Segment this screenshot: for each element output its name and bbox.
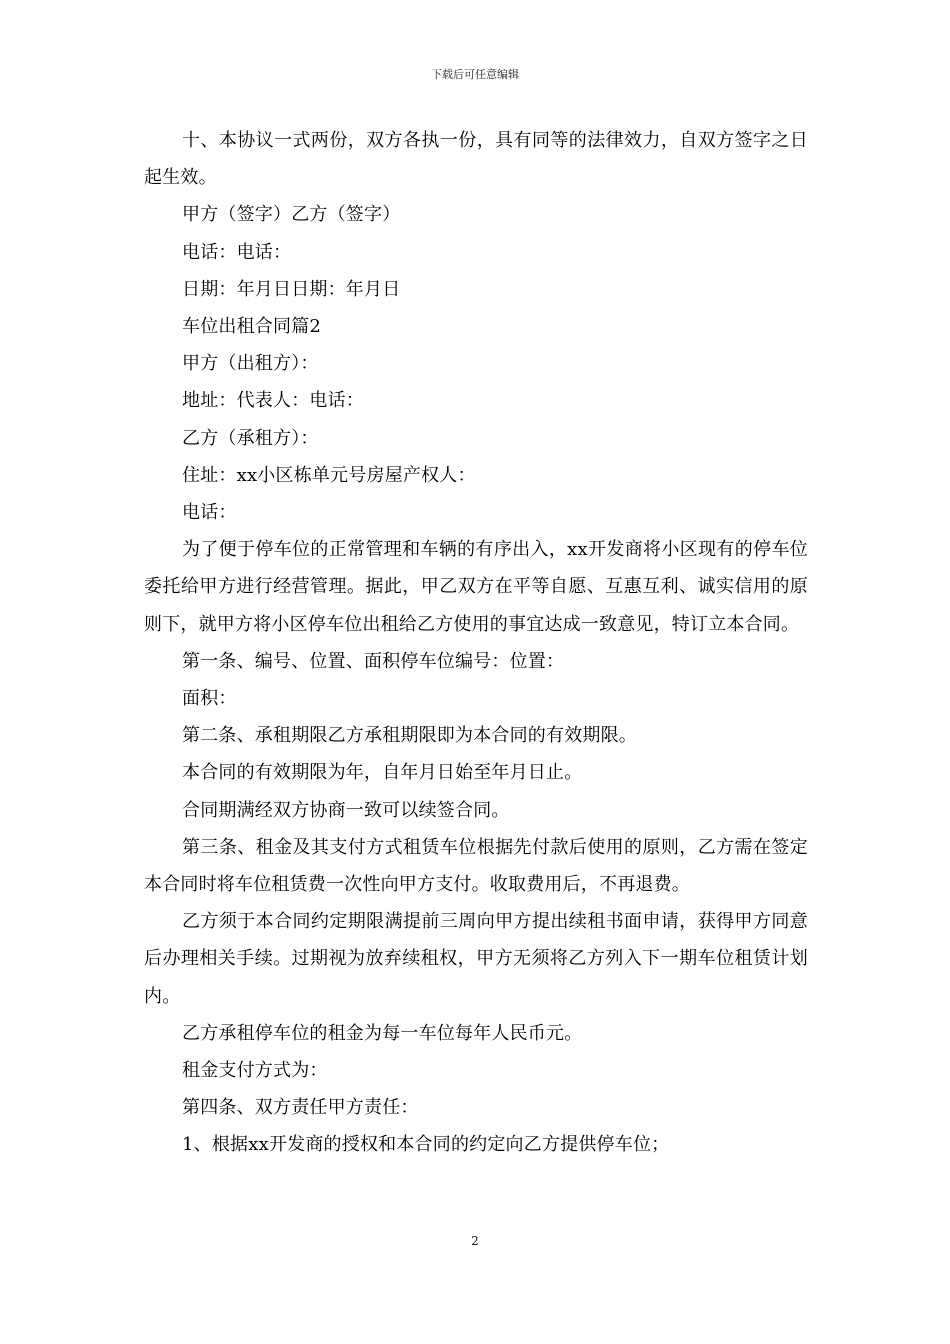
paragraph-signatures: 甲方（签字）乙方（签字） xyxy=(182,204,401,226)
paragraph-rent-amount: 乙方承租停车位的租金为每一车位每年人民币元。 xyxy=(182,1022,583,1044)
section-title: 车位出租合同篇2 xyxy=(182,316,322,338)
paragraph-area: 面积： xyxy=(182,688,237,710)
paragraph-item-1: 1、根据xx开发商的授权和本合同的约定向乙方提供停车位； xyxy=(182,1134,670,1156)
paragraph-party-b-address: 住址：xx小区栋单元号房屋产权人： xyxy=(182,464,476,486)
paragraph-article-2: 第二条、承租期限乙方承租期限即为本合同的有效期限。 xyxy=(182,725,637,747)
paragraph-renewal: 合同期满经双方协商一致可以续签合同。 xyxy=(182,799,510,821)
paragraph-article-1: 第一条、编号、位置、面积停车位编号：位置： xyxy=(182,650,565,672)
paragraph-preamble: 为了便于停车位的正常管理和车辆的有序出入，xx开发商将小区现有的停车位委托给甲方进行经营管理。据此，甲乙双方在平等自愿、互惠互利、诚实信用的原则下，就甲方将小区停车位出租给乙方使用的事宜达成一致意见，特订立本合同。 xyxy=(144,539,808,635)
paragraph-dates: 日期：年月日日期：年月日 xyxy=(182,278,401,300)
paragraph-clause-10: 十、本协议一式两份，双方各执一份，具有同等的法律效力，自双方签字之日起生效。 xyxy=(144,130,808,189)
paragraph-phones: 电话：电话： xyxy=(182,241,292,263)
paragraph-party-b: 乙方（承租方）： xyxy=(182,427,319,449)
paragraph-party-a: 甲方（出租方）： xyxy=(182,353,319,375)
page-header: 下载后可任意编辑 xyxy=(431,68,519,81)
document-body xyxy=(144,122,808,1164)
paragraph-renewal-application: 乙方须于本合同约定期限满提前三周向甲方提出续租书面申请，获得甲方同意后办理相关手续。过期视为放弃续租权，甲方无须将乙方列入下一期车位租赁计划内。 xyxy=(144,911,808,1007)
paragraph-party-b-phone: 电话： xyxy=(182,502,237,524)
page-number: 2 xyxy=(471,1234,479,1248)
paragraph-term: 本合同的有效期限为年，自年月日始至年月日止。 xyxy=(182,762,583,784)
paragraph-party-a-address: 地址：代表人：电话： xyxy=(182,390,364,412)
paragraph-article-4: 第四条、双方责任甲方责任： xyxy=(182,1097,419,1119)
paragraph-article-3: 第三条、租金及其支付方式租赁车位根据先付款后使用的原则，乙方需在签定本合同时将车位租赁费一次性向甲方支付。收取费用后，不再退费。 xyxy=(144,836,808,896)
paragraph-payment-method: 租金支付方式为： xyxy=(182,1060,328,1082)
